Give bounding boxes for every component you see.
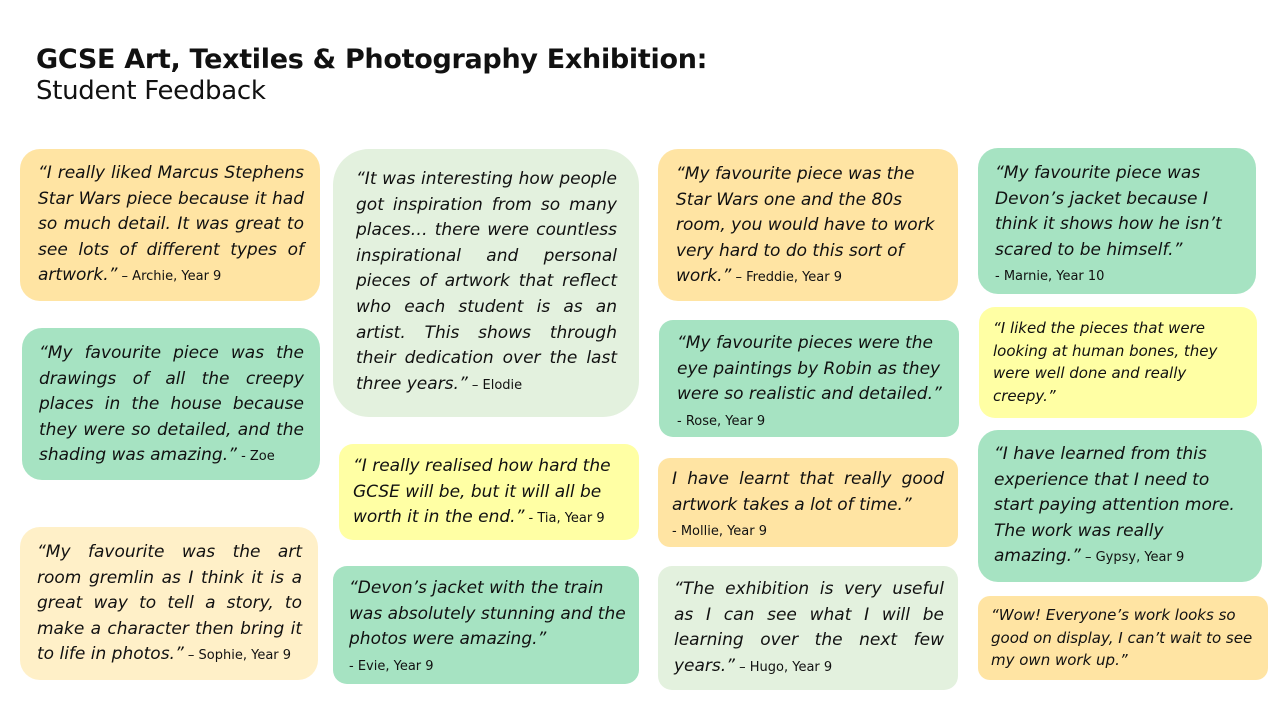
feedback-card-sophie	[20, 527, 318, 680]
feedback-quote: “I really liked Marcus Stephens Star Wars piece because it had so much detail. It was great to see lots of different types of artwork.”	[38, 163, 304, 285]
feedback-quote: “My favourite piece was the Star Wars one and the 80s room, you would have to work very hard to do this sort of work.”	[676, 164, 935, 286]
feedback-card-gypsy	[978, 430, 1262, 582]
feedback-quote: “My favourite piece was the drawings of all the creepy places in the house because they were so detailed, and the shading was amazing.”	[39, 343, 304, 465]
feedback-card-archie	[20, 149, 320, 301]
feedback-quote: “I have learned from this experience that I need to start paying attention more. The work was really amazing.”	[994, 444, 1235, 566]
feedback-card-freddie	[658, 149, 958, 301]
feedback-quote: I have learnt that really good artwork takes a lot of time.”	[672, 469, 944, 515]
feedback-author: - Marnie, Year 10	[995, 269, 1105, 284]
feedback-card-wow	[978, 596, 1268, 680]
feedback-quote: “Wow! Everyone’s work looks so good on display, I can’t wait to see my own work up.”	[991, 606, 1253, 669]
feedback-author: - Tia, Year 9	[524, 511, 605, 526]
feedback-card-tia	[339, 444, 639, 540]
feedback-quote: “It was interesting how people got inspiration from so many places… there were countless inspirational and personal pieces of artwork that reflect who each student is as an artist. This shows through their dedication over the last three years.”	[356, 169, 617, 394]
page-subtitle: Student Feedback	[36, 76, 266, 106]
feedback-quote: “I really realised how hard the GCSE will be, but it will all be worth it in the end.”	[353, 456, 611, 527]
feedback-author: – Elodie	[467, 377, 523, 393]
feedback-quote: “I liked the pieces that were looking at human bones, they were well done and really creepy.”	[993, 319, 1218, 406]
feedback-card-mollie	[658, 458, 958, 547]
feedback-author: – Archie, Year 9	[117, 269, 222, 284]
feedback-card-rose	[659, 320, 959, 437]
feedback-card-zoe	[22, 328, 320, 480]
feedback-quote: “The exhibition is very useful as I can see what I will be learning over the next few years.”	[674, 579, 944, 676]
feedback-card-evie	[333, 566, 639, 684]
feedback-quote: “My favourite was the art room gremlin as I think it is a great way to tell a story, to make a character then bring it to life in photos.”	[37, 542, 302, 664]
feedback-author: – Sophie, Year 9	[183, 648, 292, 663]
feedback-author: - Rose, Year 9	[677, 413, 766, 429]
feedback-author: - Evie, Year 9	[349, 658, 434, 674]
page-title: GCSE Art, Textiles & Photography Exhibition:	[36, 44, 708, 75]
feedback-quote: “My favourite pieces were the eye paintings by Robin as they were so realistic and detailed.”	[677, 333, 942, 404]
feedback-author: - Zoe	[236, 449, 275, 464]
feedback-author: – Hugo, Year 9	[735, 659, 833, 675]
feedback-author: – Gypsy, Year 9	[1080, 550, 1185, 565]
feedback-card-hugo	[658, 566, 958, 690]
feedback-quote: “My favourite piece was Devon’s jacket because I think it shows how he isn’t scared to be himself.”	[995, 163, 1222, 260]
feedback-author: – Freddie, Year 9	[731, 270, 843, 285]
feedback-card-marnie	[978, 148, 1256, 294]
feedback-author: - Mollie, Year 9	[672, 524, 768, 539]
feedback-quote: “Devon’s jacket with the train was absolutely stunning and the photos were amazing.”	[349, 578, 626, 649]
feedback-card-elodie	[333, 149, 639, 417]
feedback-card-bones	[979, 307, 1257, 418]
